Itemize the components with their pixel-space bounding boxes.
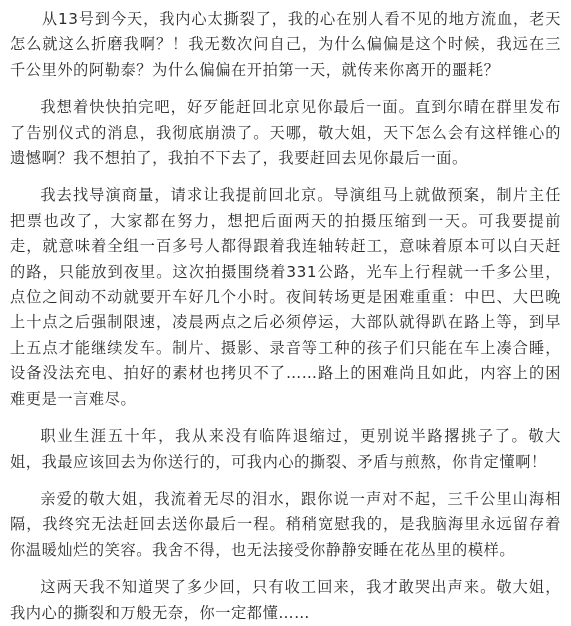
paragraph-2: 我想着快快拍完吧，好歹能赶回北京见你最后一面。直到尔晴在群里发布了告别仪式的消息，我彻底崩溃了。天哪，敬大姐，天下怎么会有这样锥心的遗憾啊？我不想拍了，我拍不下去了，我要赶回去见你最后一面。 bbox=[10, 98, 561, 168]
paragraph-6: 这两天我不知道哭了多少回，只有收工回来，我才敢哭出声来。敬大姐，我内心的撕裂和万般无奈，你一定都懂…… bbox=[10, 578, 561, 622]
paragraph-3: 我去找导演商量，请求让我提前回北京。导演组马上就做预案，制片主任把票也改了，大家都在努力，想把后面两天的拍摄压缩到一天。可我要提前走，就意味着全组一百多号人都得跟着我连轴转赶工，意味着原本可以白天赶的路，只能放到夜里。这次拍摄围绕着331公路，光车上行程就一千多公里，点位之间动不动就要开车好几个小时。夜间转场更是困难重重：中巴、大巴晚上十点之后强制限速，凌晨两点之后必须停运，大部队就得趴在路上等，到早上五点才能继续发车。制片、摄影、录音等工种的孩子们只能在车上凑合睡，设备没法充电、拍好的素材也拷贝不了……路上的困难尚且如此，内容上的困难更是一言难尽。 bbox=[10, 186, 561, 408]
paragraph-1: 从13号到今天，我内心太撕裂了，我的心在别人看不见的地方流血，老天怎么就这么折磨我啊？！我无数次问自己，为什么偏偏是这个时候，我远在三千公里外的阿勒泰？为什么偏偏在开拍第一天，就传来你离开的噩耗？ bbox=[10, 10, 561, 79]
paragraph-4: 职业生涯五十年，我从来没有临阵退缩过，更别说半路撂挑子了。敬大姐，我最应该回去为你送行的，可我内心的撕裂、矛盾与煎熬，你肯定懂啊！ bbox=[10, 427, 561, 471]
paragraph-5: 亲爱的敬大姐，我流着无尽的泪水，跟你说一声对不起，三千公里山海相隔，我终究无法赶回去送你最后一程。稍稍宽慰我的，是我脑海里永远留存着你温暖灿烂的笑容。我舍不得，也无法接受你静静安睡在花丛里的模样。 bbox=[10, 489, 561, 559]
